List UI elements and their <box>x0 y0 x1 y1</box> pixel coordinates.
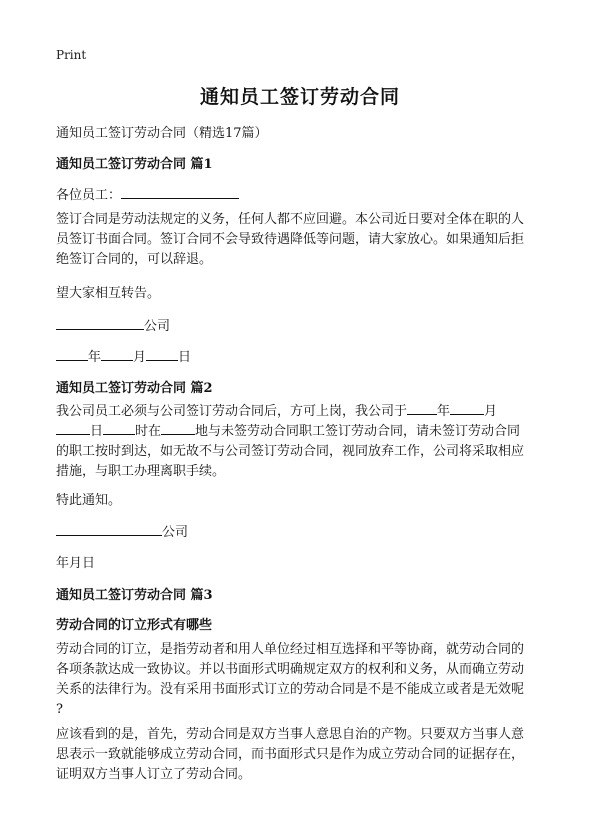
company-suffix: 公司 <box>162 525 189 540</box>
hour-blank <box>103 422 135 435</box>
date-day: 日 <box>178 350 192 365</box>
section2-text: 我公司员工必须与公司签订劳动合同后，方可上岗，我公司于 <box>56 404 408 419</box>
document-subtitle: 通知员工签订劳动合同（精选17篇） <box>56 126 268 141</box>
section3-para1-row: 关系的法律行为。没有采用书面形式订立的劳动合同是不是不能成立或者是无效呢 <box>56 682 525 697</box>
section3-subheading: 劳动合同的订立形式有哪些 <box>56 618 213 633</box>
section1-body <box>56 210 550 270</box>
section3-para1-row: 劳动合同的订立，是指劳动者和用人单位经过相互选择和平等协商，就劳动合同的 <box>56 642 525 657</box>
section2-body-row <box>56 422 550 442</box>
day-blank <box>56 422 90 435</box>
place-blank <box>161 422 195 435</box>
section1-company-line <box>56 315 170 334</box>
section3-paragraph-2 <box>56 725 550 785</box>
section3-heading: 通知员工签订劳动合同 篇3 <box>56 588 213 603</box>
name-blank <box>121 186 239 199</box>
section1-date-line <box>56 346 191 365</box>
section2-body-row <box>56 402 550 422</box>
month-blank <box>101 348 133 361</box>
section2-body <box>56 402 550 482</box>
section1-body-row: 绝签订合同的，可以辞退。 <box>56 252 213 267</box>
company-blank <box>56 317 144 330</box>
section2-company-line <box>56 521 188 540</box>
document-title: 通知员工签订劳动合同 <box>199 86 400 108</box>
section3-para1-row: 各项条款达成一致协议。并以书面形式明确规定双方的权利和义务，从而确立劳动 <box>56 662 525 677</box>
company-suffix: 公司 <box>144 319 171 334</box>
section3-para1-row: ? <box>56 702 63 717</box>
day-blank <box>146 348 178 361</box>
section1-body-row: 签订合同是劳动法规定的义务，任何人都不应回避。本公司近日要对全体在职的人 <box>56 212 525 227</box>
date-year: 年 <box>88 350 102 365</box>
section3-para2-row: 证明双方当事人订立了劳动合同。 <box>56 767 252 782</box>
section2-text: 地与未签劳动合同职工签订劳动合同，请未签订劳动合同 <box>195 424 521 439</box>
section2-body-row: 的职工按时到达，如无故不与公司签订劳动合同，视同放弃工作，公司将采取相应 <box>56 444 525 459</box>
section2-body-row: 措施，与职工办理离职手续。 <box>56 464 226 479</box>
section1-greeting-line <box>56 184 239 203</box>
section1-greeting: 各位员工： <box>56 188 122 203</box>
section1-forward: 望大家相互转告。 <box>56 286 161 301</box>
section1-body-row: 员签订书面合同。签订合同不会导致待遇降低等问题，请大家放心。如果通知后拒 <box>56 232 525 247</box>
print-label[interactable]: Print <box>56 48 87 62</box>
section2-notice: 特此通知。 <box>56 493 122 508</box>
section1-heading: 通知员工签订劳动合同 篇1 <box>56 157 213 172</box>
year-blank <box>407 402 437 415</box>
section2-text: 日 <box>90 424 104 439</box>
month-blank <box>450 402 484 415</box>
section2-heading: 通知员工签订劳动合同 篇2 <box>56 381 213 396</box>
section3-paragraph-1 <box>56 640 550 720</box>
section2-text: 月 <box>484 404 498 419</box>
section3-para2-row: 思表示一致就能够成立劳动合同，而书面形式只是作为成立劳动合同的证据存在， <box>56 747 525 762</box>
section2-date-line: 年月日 <box>56 556 96 571</box>
section2-text: 时在 <box>135 424 162 439</box>
date-month: 月 <box>133 350 147 365</box>
year-blank <box>56 348 88 361</box>
company-blank <box>56 523 162 536</box>
section3-para2-row: 应该看到的是，首先，劳动合同是双方当事人意思自治的产物。只要双方当事人意 <box>56 727 525 742</box>
section2-text: 年 <box>437 404 451 419</box>
